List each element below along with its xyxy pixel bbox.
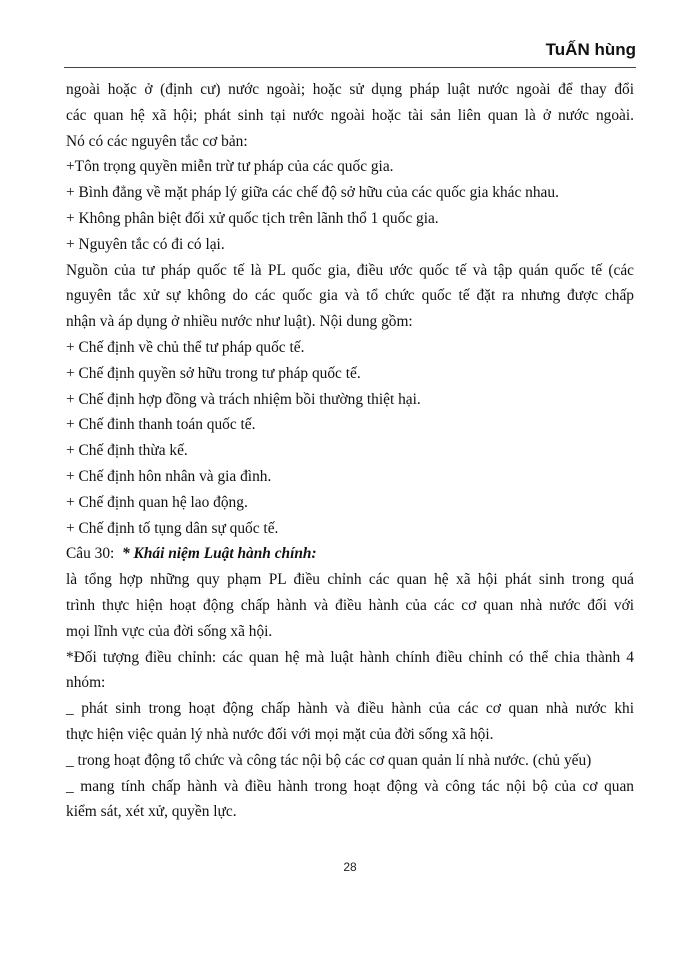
page-header-author: TuẤN hùng [545, 40, 636, 59]
principle-item: +Tôn trọng quyền miễn trừ tư pháp của các quốc gia. [66, 158, 394, 176]
definition-line: trình thực hiện hoạt động chấp hành và điều hành của các cơ quan nhà nước đối với [66, 596, 634, 614]
question-title: * Khái niệm Luật hành chính: [122, 545, 317, 563]
institution-item: + Chế định thừa kế. [66, 442, 188, 460]
principles-intro: Nó có các nguyên tắc cơ bản: [66, 132, 248, 150]
institution-item: + Chế định hợp đồng và trách nhiệm bồi thường thiệt hại. [66, 390, 421, 408]
group-item: _ mang tính chấp hành và điều hành trong hoạt động và công tác nội bộ của cơ quan [66, 777, 634, 795]
institution-item: + Chế định về chủ thể tư pháp quốc tế. [66, 338, 305, 356]
group-item: kiểm sát, xét xử, quyền lực. [66, 803, 237, 821]
intro-line: các quan hệ xã hội; phát sinh tại nước ngoài hoặc tài sản liên quan là ở nước ngoài. [66, 106, 634, 124]
definition-line: là tổng hợp những quy phạm PL điều chỉnh các quan hệ xã hội phát sinh trong quá [66, 571, 634, 589]
document-body [66, 77, 634, 825]
group-item: _ trong hoạt động tổ chức và công tác nội bộ các cơ quan quản lí nhà nước. (chủ yếu) [66, 751, 592, 769]
object-line: nhóm: [66, 674, 106, 692]
principle-item: + Bình đẳng về mặt pháp lý giữa các chế độ sở hữu của các quốc gia khác nhau. [66, 184, 559, 202]
principle-item: + Không phân biệt đối xử quốc tịch trên lãnh thổ 1 quốc gia. [66, 209, 439, 227]
institution-item: + Chế định hôn nhân và gia đình. [66, 467, 272, 485]
question-label: Câu 30: [66, 545, 115, 563]
sources-line: nguyên tắc xử sự không do các quốc gia và tổ chức quốc tế đặt ra nhưng được chấp [66, 287, 634, 305]
header-divider [64, 67, 636, 68]
group-item: _ phát sinh trong hoạt động chấp hành và điều hành của các cơ quan nhà nước khi [66, 700, 634, 718]
institution-item: + Chế định quyền sở hữu trong tư pháp quốc tế. [66, 364, 361, 382]
definition-line: mọi lĩnh vực của đời sống xã hội. [66, 622, 273, 640]
page-number: 28 [343, 860, 357, 874]
group-item: thực hiện việc quản lý nhà nước đối với mọi mặt của đời sống xã hội. [66, 725, 494, 743]
sources-line: Nguồn của tư pháp quốc tế là PL quốc gia, điều ước quốc tế và tập quán quốc tế (các [66, 261, 634, 279]
principle-item: + Nguyên tắc có đi có lại. [66, 235, 225, 253]
institution-item: + Chế định tố tụng dân sự quốc tế. [66, 519, 279, 537]
object-line: *Đối tượng điều chỉnh: các quan hệ mà luật hành chính điều chỉnh có thể chia thành 4 [66, 648, 634, 666]
intro-line: ngoài hoặc ở (định cư) nước ngoài; hoặc sử dụng pháp luật nước ngoài để thay đổi [66, 81, 634, 98]
question-heading [66, 541, 634, 567]
institution-item: + Chế định quan hệ lao động. [66, 493, 248, 511]
institution-item: + Chế đinh thanh toán quốc tế. [66, 416, 256, 434]
sources-line: nhận và áp dụng ở nhiều nước như luật). Nội dung gồm: [66, 313, 413, 331]
